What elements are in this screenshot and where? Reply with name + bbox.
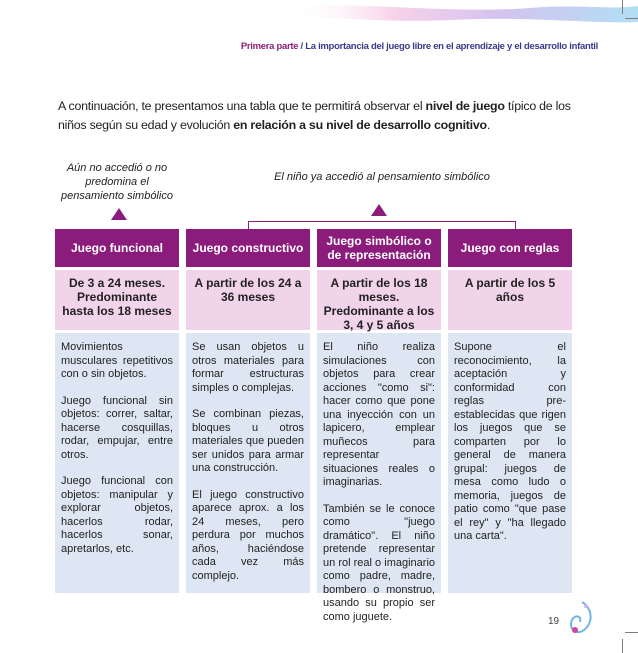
header-title: La importancia del juego libre en el aprendizaje y el desarrollo infantil: [305, 41, 598, 52]
column-age-range: A partir de los 5 años: [448, 270, 572, 330]
column-header: Juego simbólico o de representación: [317, 229, 441, 267]
description-paragraph: Se combinan piezas, bloques u otros materiales que pueden ser unidos para armar una construcción.: [192, 408, 304, 474]
header-part: Primera parte: [240, 41, 299, 52]
decorative-wave-band: [290, 0, 638, 26]
column-description: [448, 333, 572, 593]
description-paragraph: Movimientos musculares repetitivos con o sin objetos.: [61, 341, 173, 380]
column-age-range: A partir de los 18 meses. Predominante a los 3, 4 y 5 años: [317, 270, 441, 330]
running-header: [241, 41, 598, 52]
column-description: [317, 333, 441, 623]
column-description: [186, 333, 310, 593]
column-description: [55, 333, 179, 593]
description-paragraph: Supone el reconocimiento, la aceptación y conformidad con reglas pre-establecidas que rigen los juegos que se comparten por lo general de manera grupal: juegos de mesa como ludo o memoria, juegos de patio como "que pase el rey" y "ha llegado una carta".: [454, 341, 566, 542]
description-paragraph: El juego constructivo aparece aprox. a los 24 meses, pero perdura por muchos años, haciéndose cada vez más complejo.: [192, 488, 304, 582]
label-symbolic: El niño ya accedió al pensamiento simbólico: [274, 171, 490, 183]
column-header: Juego con reglas: [448, 229, 572, 267]
crop-mark: [625, 632, 638, 633]
crop-mark: [622, 639, 623, 653]
intro-text: A continuación, te presentamos una tabla que te permitirá observar el: [58, 99, 426, 113]
column-juego-funcional: [55, 229, 179, 593]
intro-text: típico de los niños según su edad y evolución: [58, 99, 571, 132]
description-paragraph: También se le conoce como "juego dramático". El niño pretende representar un rol real o imaginario como padre, madre, bombero o monstruo, usando su propio ser como juguete.: [323, 502, 435, 623]
triangle-marker-left: [111, 208, 127, 220]
intro-bold: en relación a su nivel de desarrollo cognitivo: [233, 118, 487, 132]
label-non-symbolic: Aún no accedió o no predomina el pensamiento simbólico: [61, 162, 173, 202]
header-separator: /: [298, 41, 306, 52]
column-age-range: De 3 a 24 meses. Predominante hasta los 18 meses: [55, 270, 179, 330]
triangle-marker-right: [371, 204, 387, 216]
intro-paragraph: [58, 97, 598, 135]
description-paragraph: El niño realiza simulaciones con objetos para crear acciones "como si": hacer como que pone una inyección con un lapicero, emplear muñecos para representar situaciones reales o imaginarias.: [323, 341, 435, 488]
crop-mark: [622, 0, 623, 14]
page-ornament-icon: [566, 600, 596, 636]
description-paragraph: Juego funcional sin objetos: correr, saltar, hacerse cosquillas, rodar, empujar, entre otros.: [61, 394, 173, 461]
description-paragraph: Se usan objetos u otros materiales para formar estructuras simples o complejas.: [192, 341, 304, 394]
column-age-range: A partir de los 24 a 36 meses: [186, 270, 310, 330]
column-juego-con-reglas: [448, 229, 572, 593]
column-juego-simbolico: [317, 229, 441, 623]
column-header: Juego constructivo: [186, 229, 310, 267]
crop-mark: [625, 18, 638, 19]
description-paragraph: Juego funcional con objetos: manipular y explorar objetos, hacerlos rodar, hacerlos sonar, apretarlos, etc.: [61, 475, 173, 555]
intro-bold: nivel de juego: [425, 99, 505, 113]
column-juego-constructivo: [186, 229, 310, 593]
column-header: Juego funcional: [55, 229, 179, 267]
intro-text: .: [486, 118, 491, 132]
page-number: 19: [548, 616, 560, 627]
